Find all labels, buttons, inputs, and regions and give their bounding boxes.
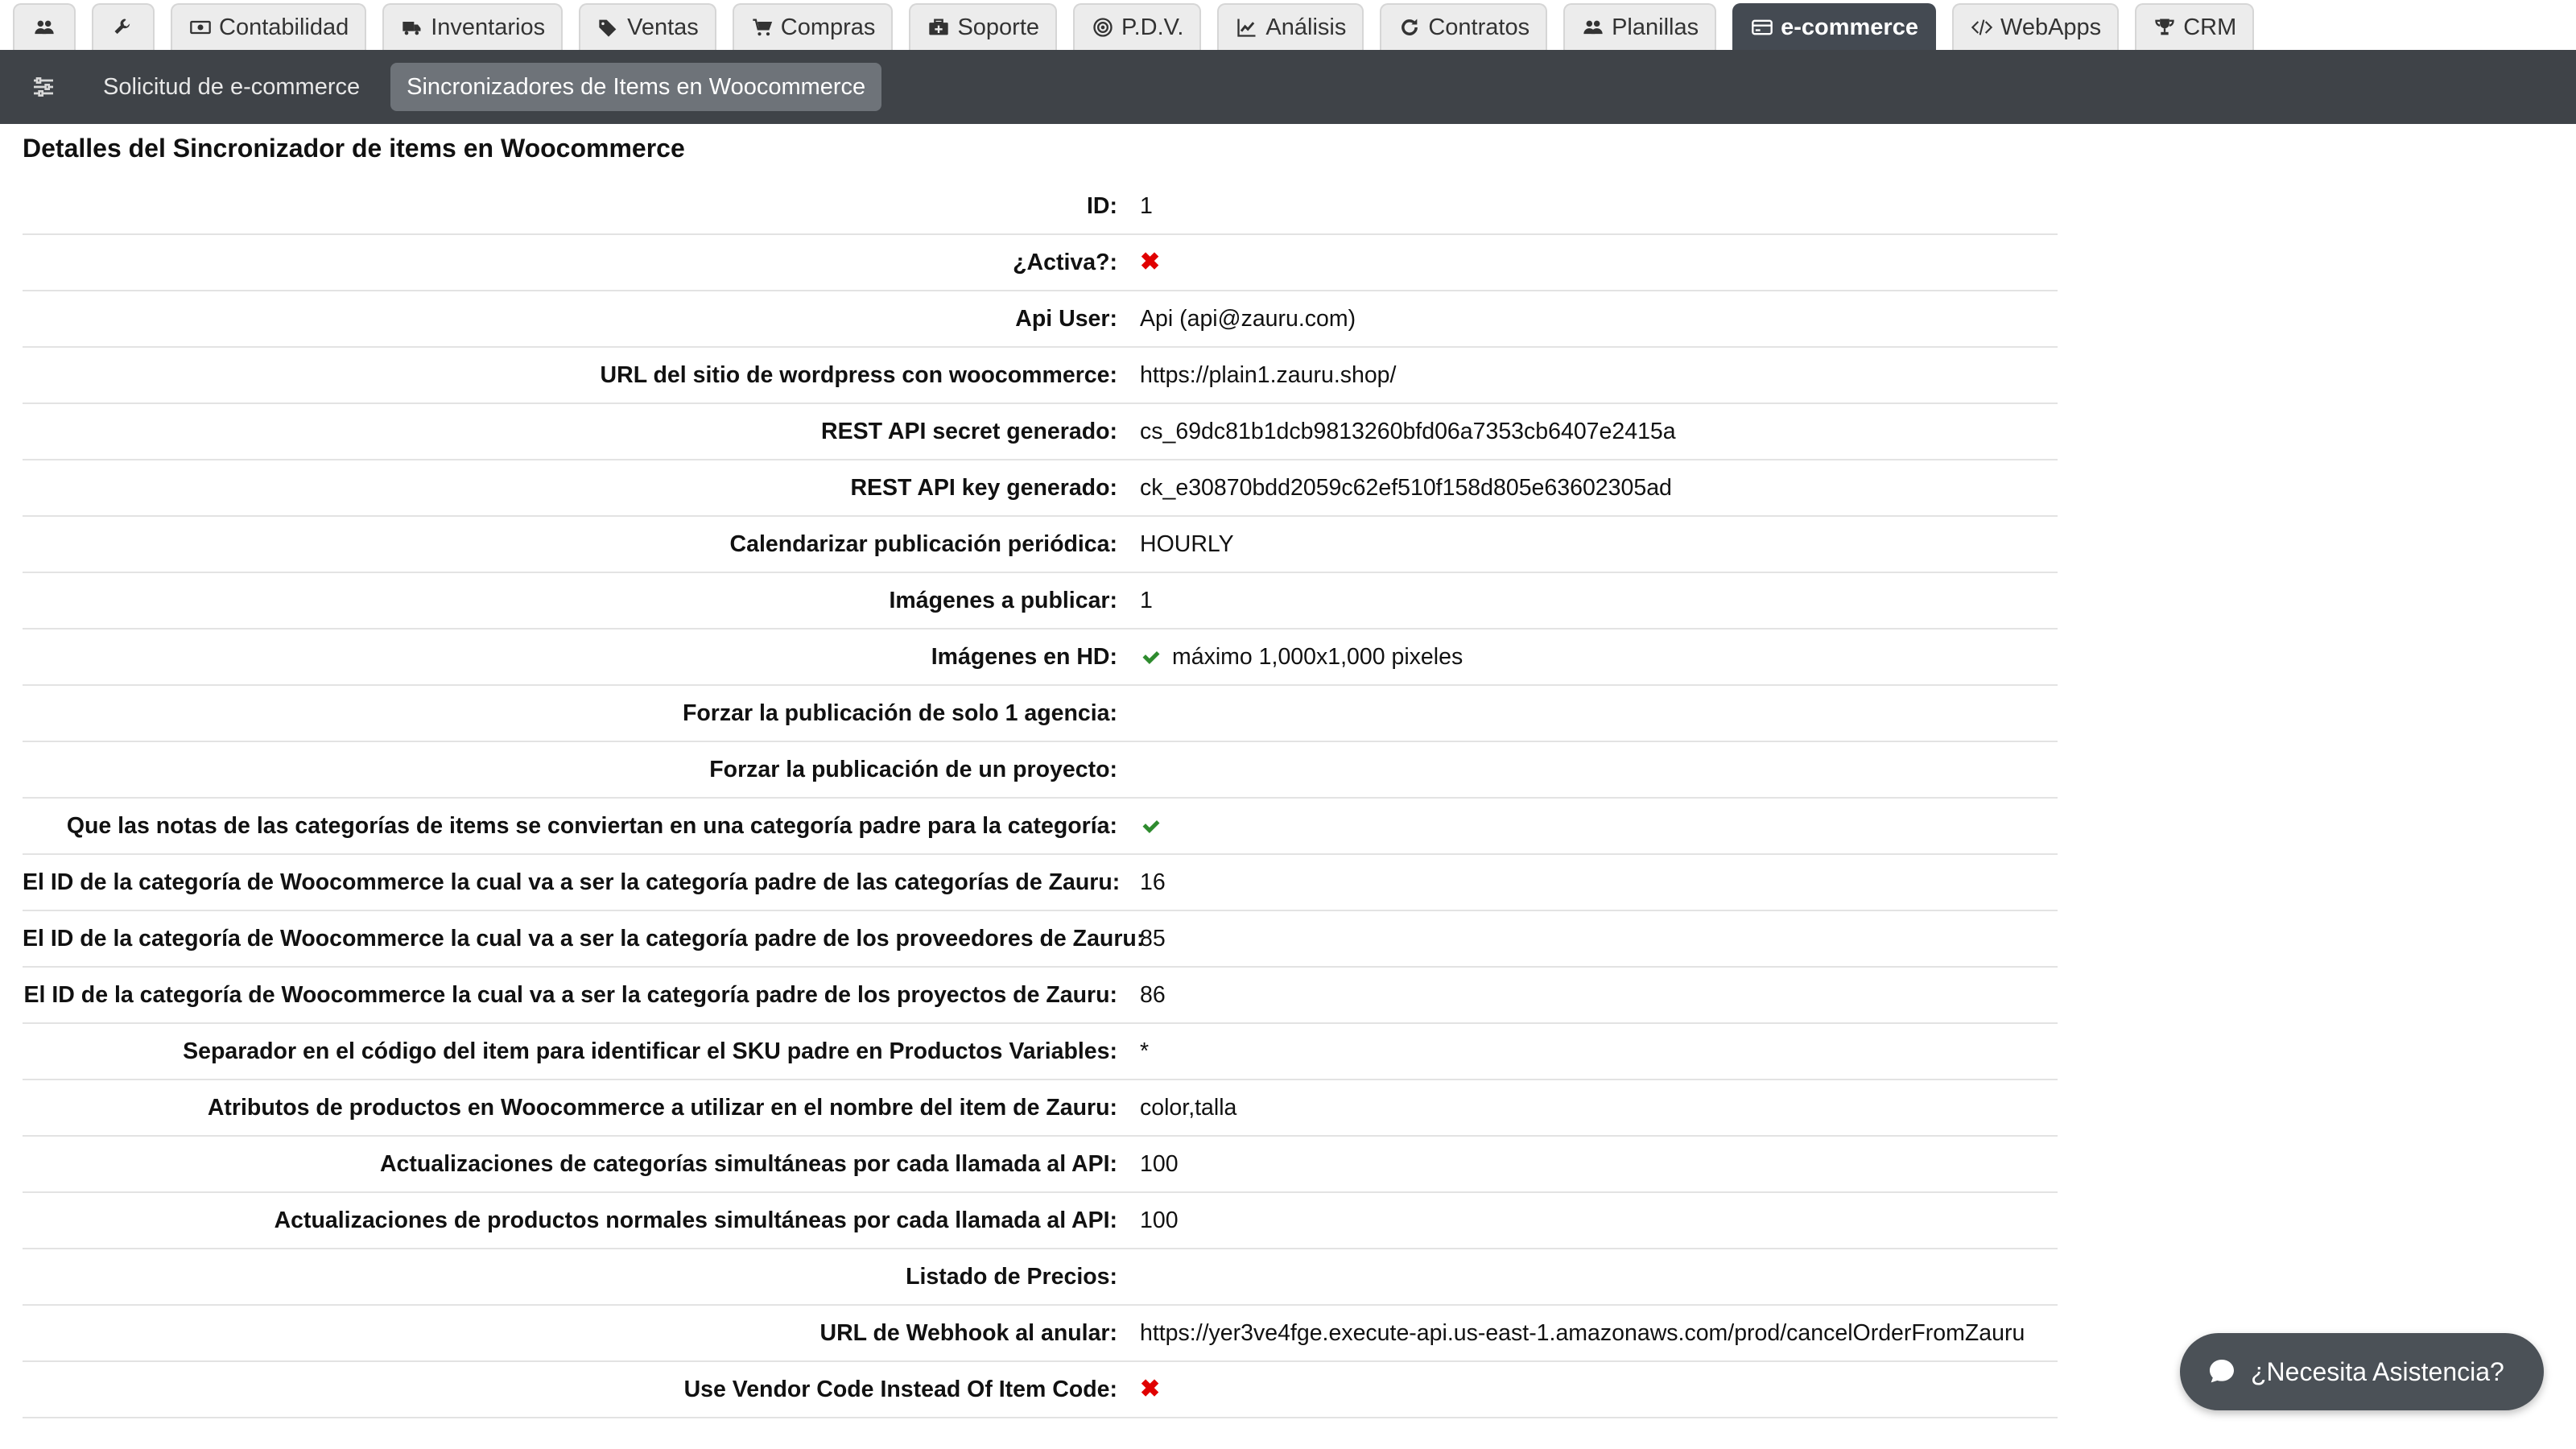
detail-label: REST API secret generado: (821, 418, 1117, 444)
tab-wrench[interactable] (92, 3, 155, 50)
help-chat-button[interactable] (2180, 1333, 2544, 1410)
sub-navigation (0, 50, 2576, 124)
tab-webapps[interactable] (1952, 3, 2119, 50)
detail-label: Forzar la publicación de un proyecto: (709, 756, 1117, 782)
tab-contratos[interactable] (1380, 3, 1547, 50)
credit-card-icon (1750, 15, 1774, 39)
detail-value: máximo 1,000x1,000 pixeles (1172, 643, 1463, 670)
detail-label: Forzar la publicación de solo 1 agencia: (682, 700, 1117, 726)
check-icon (1140, 646, 1162, 668)
detail-row (23, 1362, 2058, 1418)
tab-análisis[interactable] (1217, 3, 1364, 50)
detail-value-cell (1140, 1038, 2058, 1065)
tab-label: WebApps (2000, 14, 2102, 40)
tab-users[interactable] (13, 3, 76, 50)
refresh-icon (1397, 15, 1422, 39)
subnav-solicitud-ecommerce[interactable]: Solicitud de e-commerce (103, 73, 361, 100)
tab-contabilidad[interactable] (171, 3, 366, 50)
detail-row (23, 911, 2058, 968)
detail-value-cell (1140, 926, 2058, 952)
detail-row (23, 1137, 2058, 1193)
detail-value: https://plain1.zauru.shop/ (1140, 361, 1397, 388)
detail-value-cell (1140, 419, 2058, 445)
detail-value-cell (1140, 982, 2058, 1009)
detail-value-cell (1140, 475, 2058, 502)
tab-compras[interactable] (733, 3, 894, 50)
tab-label: Análisis (1265, 14, 1347, 40)
detail-value: * (1140, 1038, 1150, 1064)
detail-value-cell (1140, 1377, 2058, 1402)
sliders-icon[interactable] (27, 71, 60, 103)
detail-value-cell (1140, 250, 2058, 275)
detail-label: El ID de la categoría de Woocommerce la cual va a ser la categoría padre de las categorías de Zauru: (23, 869, 1121, 895)
detail-row (23, 404, 2058, 460)
detail-row (23, 968, 2058, 1024)
detail-label: Calendarizar publicación periódica: (729, 530, 1117, 557)
detail-row (23, 460, 2058, 517)
tab-label: Inventarios (431, 14, 546, 40)
detail-value-cell (1140, 531, 2058, 558)
tab-crm[interactable] (2135, 3, 2254, 50)
detail-value: 1 (1140, 587, 1153, 613)
detail-label: Imágenes en HD: (931, 643, 1117, 670)
detail-value-cell (1140, 193, 2058, 220)
detail-row (23, 348, 2058, 404)
detail-row (23, 573, 2058, 630)
detail-row (23, 179, 2058, 235)
detail-row (23, 1249, 2058, 1306)
detail-row (23, 799, 2058, 855)
detail-value: 86 (1140, 981, 1166, 1008)
cross-icon: ✖ (1140, 249, 1161, 275)
detail-row (23, 742, 2058, 799)
detail-label: Imágenes a publicar: (889, 587, 1117, 613)
detail-label: Que las notas de las categorías de items se conviertan en una categoría padre para la categoría: (66, 812, 1117, 839)
medkit-icon (927, 15, 951, 39)
detail-row (23, 630, 2058, 686)
tab-inventarios[interactable] (382, 3, 563, 50)
detail-value: HOURLY (1140, 530, 1234, 557)
detail-label: ID: (1087, 192, 1117, 219)
trophy-icon (2153, 15, 2177, 39)
detail-value-cell (1140, 1095, 2058, 1121)
detail-label: ¿Activa?: (1013, 249, 1117, 275)
truck-icon (400, 15, 424, 39)
detail-label: REST API key generado: (850, 474, 1117, 501)
tab-label: Contabilidad (219, 14, 349, 40)
detail-label: Atributos de productos en Woocommerce a utilizar en el nombre del item de Zauru: (207, 1094, 1117, 1121)
detail-row (23, 1193, 2058, 1249)
detail-label: URL del sitio de wordpress con woocommerce: (600, 361, 1117, 388)
detail-value: ck_e30870bdd2059c62ef510f158d805e63602305ad (1140, 474, 1672, 501)
help-label: ¿Necesita Asistencia? (2251, 1356, 2504, 1386)
tags-icon (597, 15, 621, 39)
chat-bubble-icon (2206, 1356, 2238, 1388)
tab-e-commerce[interactable] (1732, 3, 1936, 50)
detail-value: cs_69dc81b1dcb9813260bfd06a7353cb6407e2415a (1140, 418, 1676, 444)
check-icon (1140, 815, 1162, 837)
detail-value-cell (1140, 1151, 2058, 1178)
detail-label: Actualizaciones de categorías simultáneas por cada llamada al API: (379, 1150, 1117, 1177)
detail-label: URL de Webhook al anular: (819, 1319, 1117, 1346)
line-chart-icon (1235, 15, 1259, 39)
subnav-sincronizadores[interactable]: Sincronizadores de Items en Woocommerce (390, 63, 881, 111)
details-table (23, 179, 2058, 1418)
cart-icon (750, 15, 774, 39)
wrench-icon (111, 15, 135, 39)
detail-value-cell (1140, 588, 2058, 614)
detail-value: https://yer3ve4fge.execute-api.us-east-1.amazonaws.com/prod/cancelOrderFromZauru (1140, 1319, 2025, 1346)
detail-row (23, 855, 2058, 911)
detail-row (23, 517, 2058, 573)
detail-row (23, 1306, 2058, 1362)
detail-label: Listado de Precios: (906, 1263, 1117, 1290)
tab-label: CRM (2183, 14, 2237, 40)
tab-label: P.D.V. (1121, 14, 1184, 40)
detail-value-cell (1140, 869, 2058, 896)
code-icon (1970, 15, 1994, 39)
detail-label: Use Vendor Code Instead Of Item Code: (683, 1376, 1117, 1402)
detail-row (23, 1024, 2058, 1080)
detail-row (23, 1080, 2058, 1137)
detail-value: 16 (1140, 869, 1166, 895)
tab-label: Contratos (1428, 14, 1530, 40)
detail-value-cell (1140, 362, 2058, 389)
detail-row (23, 291, 2058, 348)
tab-label: Soporte (957, 14, 1040, 40)
detail-label: Separador en el código del item para identificar el SKU padre en Productos Variables: (183, 1038, 1117, 1064)
users-icon (1581, 15, 1605, 39)
detail-value: 1 (1140, 192, 1153, 219)
tab-ventas[interactable] (579, 3, 716, 50)
users-icon (32, 15, 56, 39)
main-tabs (0, 0, 2576, 50)
main-tab-bar (0, 0, 2576, 50)
money-icon (188, 15, 213, 39)
detail-row (23, 686, 2058, 742)
detail-label: Api User: (1015, 305, 1117, 332)
detail-label: Actualizaciones de productos normales simultáneas por cada llamada al API: (274, 1207, 1117, 1233)
tab-planillas[interactable] (1563, 3, 1716, 50)
detail-label: El ID de la categoría de Woocommerce la cual va a ser la categoría padre de los proyectos de Zauru: (23, 981, 1117, 1008)
tab-label: e-commerce (1781, 14, 1918, 40)
detail-value-cell (1140, 306, 2058, 332)
detail-value-cell (1140, 1320, 2058, 1347)
cross-icon: ✖ (1140, 1376, 1161, 1402)
detail-row (23, 235, 2058, 291)
detail-value: 85 (1140, 925, 1166, 952)
tab-label: Compras (780, 14, 876, 40)
tab-soporte[interactable] (909, 3, 1057, 50)
detail-value: Api (api@zauru.com) (1140, 305, 1356, 332)
detail-value-cell (1140, 815, 2058, 837)
detail-value-cell (1140, 1208, 2058, 1234)
target-icon (1091, 15, 1115, 39)
page-title: Detalles del Sincronizador de items en Woocommerce (23, 134, 685, 163)
detail-value-cell (1140, 644, 2058, 671)
tab-label: Planillas (1612, 14, 1699, 40)
detail-value: 100 (1140, 1150, 1179, 1177)
detail-value: color,talla (1140, 1094, 1237, 1121)
detail-label: El ID de la categoría de Woocommerce la cual va a ser la categoría padre de los proveedores de Zauru: (23, 925, 1145, 952)
tab-p-d-v-[interactable] (1073, 3, 1201, 50)
tab-label: Ventas (627, 14, 699, 40)
detail-value: 100 (1140, 1207, 1179, 1233)
